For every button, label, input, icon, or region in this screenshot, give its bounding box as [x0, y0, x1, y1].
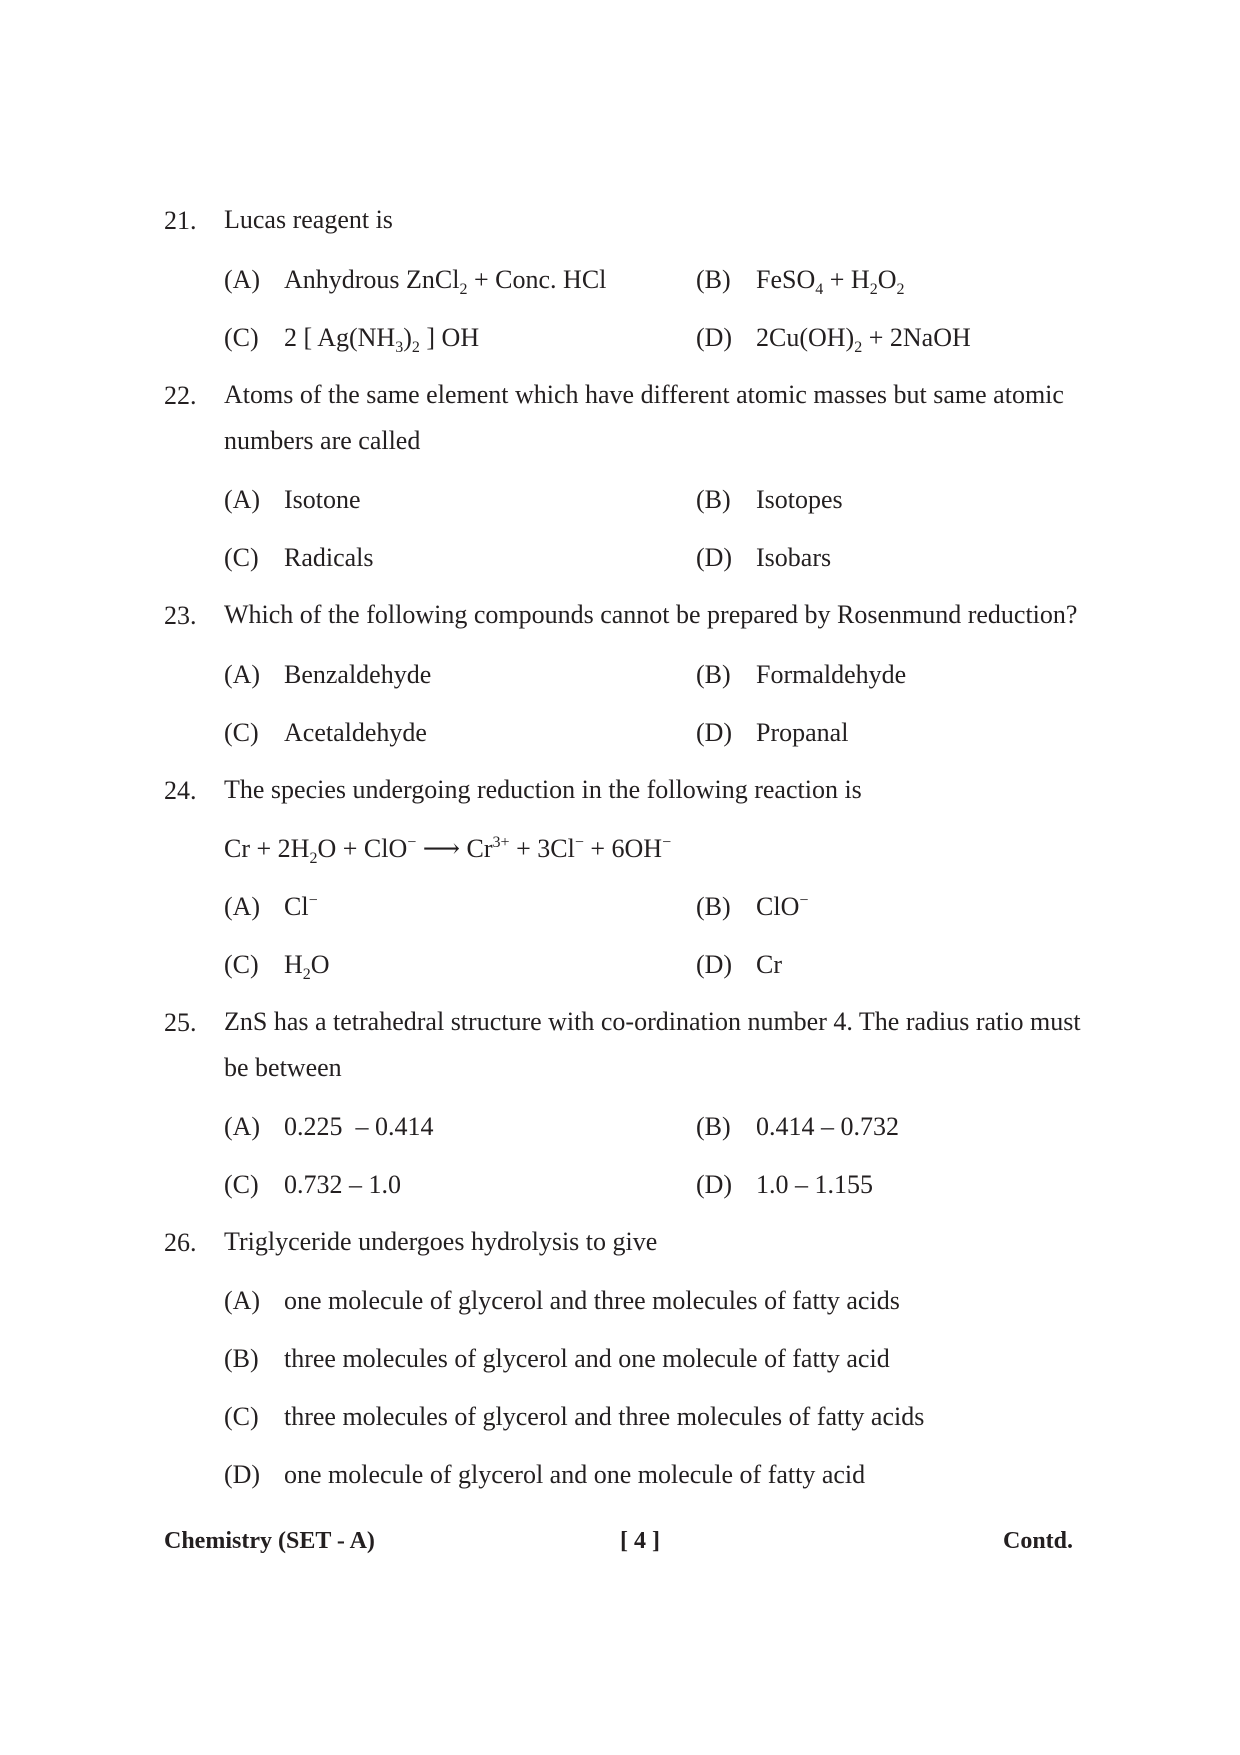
- option-b: (B) three molecules of glycerol and one molecule of fatty acid: [224, 1344, 890, 1373]
- question-text: Lucas reagent is: [224, 205, 393, 234]
- question-number: 22.: [164, 381, 197, 410]
- option-a: (A) Cl−: [224, 892, 318, 921]
- question-number: 23.: [164, 601, 197, 630]
- question-text: The species undergoing reduction in the following reaction is: [224, 775, 862, 804]
- option-c: (C) 0.732 – 1.0: [224, 1170, 401, 1199]
- option-b: (B) Formaldehyde: [696, 660, 907, 689]
- option-c: (C) $H_2O$: [224, 950, 330, 983]
- reaction-equation: $Cr + 2H_2O + ClO^-$ ⟶ $Cr^{3+} + 3Cl^- + 6OH^-$: [224, 834, 672, 867]
- question-text: Which of the following compounds cannot be prepared by Rosenmund reduction?: [224, 600, 1078, 629]
- option-d: (D) 1.0 – 1.155: [696, 1170, 873, 1199]
- question-number: 25.: [164, 1008, 197, 1037]
- option-a: (A) 0.225 – 0.414: [224, 1112, 434, 1141]
- option-d: (D) one molecule of glycerol and one molecule of fatty acid: [224, 1460, 866, 1489]
- option-d: (D) Cr: [696, 950, 782, 979]
- option-b: (B) FeSO$_4$ + $H_2O_2$: [696, 265, 905, 298]
- option-c: (C) Acetaldehyde: [224, 718, 427, 747]
- option-d: (D) Isobars: [696, 543, 832, 572]
- question-number: 21.: [164, 206, 197, 235]
- footer-subject: Chemistry (SET - A): [164, 1528, 375, 1554]
- option-d: (D) $2Cu(OH)_2$ + 2NaOH: [696, 323, 971, 356]
- footer-page-number: [ 4 ]: [620, 1528, 660, 1554]
- question-number: 26.: [164, 1228, 197, 1257]
- option-c: (C) three molecules of glycerol and three molecules of fatty acids: [224, 1402, 925, 1431]
- question-text: ZnS has a tetrahedral structure with co-ordination number 4. The radius ratio must be between: [224, 1007, 1081, 1082]
- option-a: (A) Isotone: [224, 485, 361, 514]
- option-b: (B) 0.414 – 0.732: [696, 1112, 899, 1141]
- option-c: (C) 2 [ $Ag(NH_3)_2$ ] OH: [224, 323, 480, 356]
- option-a: (A) one molecule of glycerol and three molecules of fatty acids: [224, 1286, 900, 1315]
- option-d: (D) Propanal: [696, 718, 849, 747]
- option-b: (B) ClO−: [696, 892, 809, 921]
- question-text: Triglyceride undergoes hydrolysis to give: [224, 1227, 658, 1256]
- option-a: (A) Benzaldehyde: [224, 660, 432, 689]
- question-number: 24.: [164, 776, 197, 805]
- option-a: (A) Anhydrous ZnCl$_2$ + Conc. HCl: [224, 265, 607, 298]
- option-b: (B) Isotopes: [696, 485, 843, 514]
- question-text: Atoms of the same element which have different atomic masses but same atomic numbers are called: [224, 380, 1064, 455]
- footer-contd: Contd.: [1003, 1528, 1074, 1554]
- option-c: (C) Radicals: [224, 543, 374, 572]
